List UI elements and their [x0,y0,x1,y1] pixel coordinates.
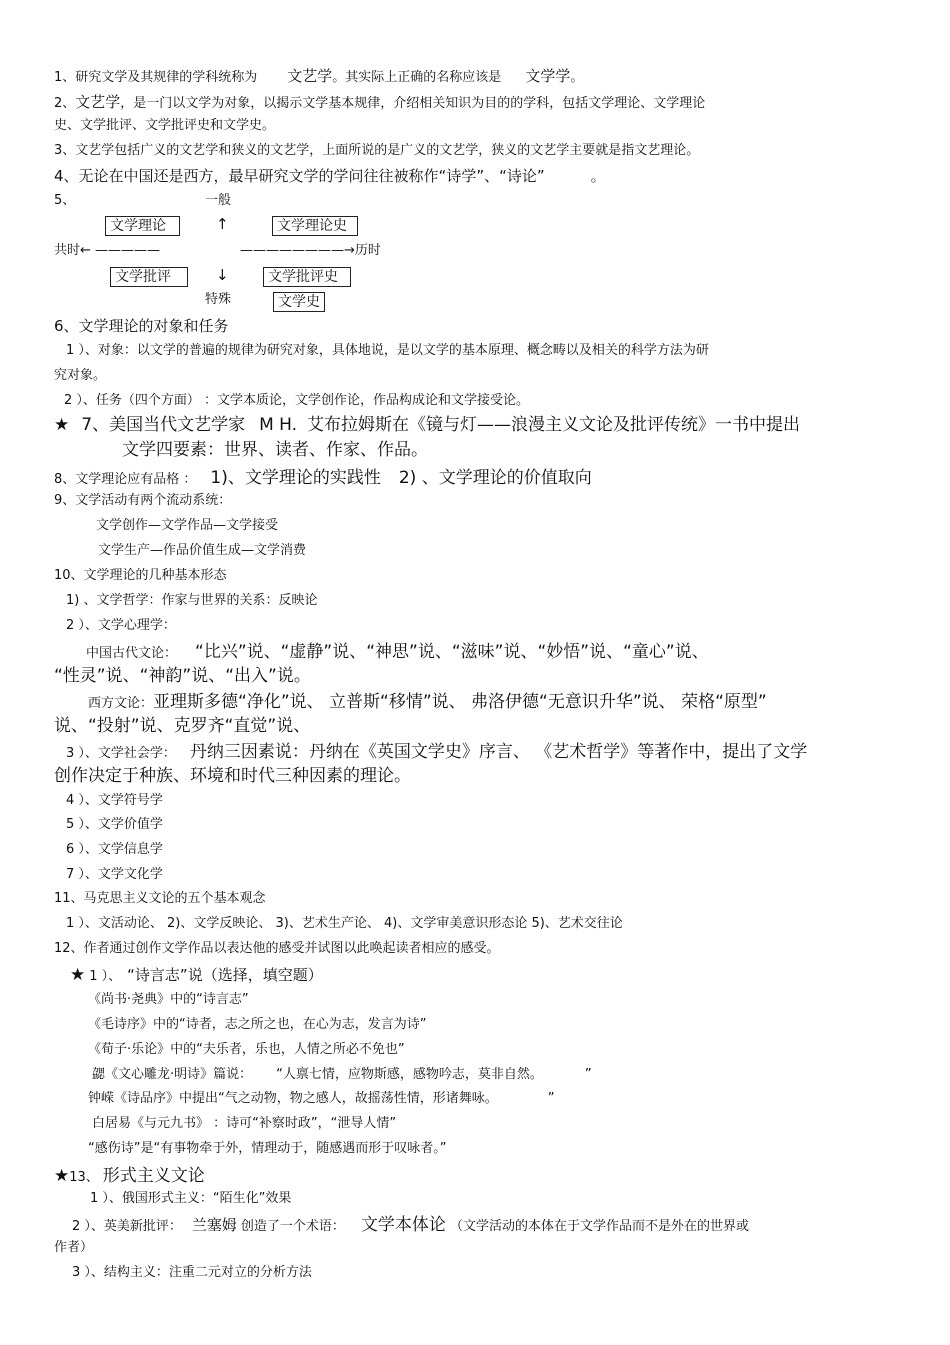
quote-ganshangshi: “感伤诗”是“有事物牵于外，情理动于，随感遇而形于叹咏者。” [88,1141,447,1156]
item-9-system-1: 文学创作—文学作品—文学接受 [96,518,279,533]
item-10-4: 4 ）、文学符号学 [66,793,163,808]
item-10-2-western-cont: 说、“投射”说、克罗齐“直觉”说、 [54,716,311,736]
quote-shipinxu [88,1092,555,1107]
item-3: 3、文艺学包括广义的文艺学和狭义的文艺学，上面所说的是广义的文艺学，狭义的文艺学主要就是指文艺理论。 [54,143,700,158]
item-12-1 [70,966,323,986]
item-4 [54,168,606,185]
item-8-text: 8、文学理论应有品格 ： [54,472,197,487]
item-7-author-initials: M H. [259,415,298,435]
item-8 [54,469,592,489]
item-13-2-cont: 作者） [54,1240,94,1255]
item-10-7: 7 ）、文学文化学 [66,867,163,882]
item-5-num: 5、 [54,193,76,208]
term-wenyixue-2: 文艺学 [75,93,121,111]
item-10-1: 1) 、文学哲学：作家与世界的关系：反映论 [66,593,318,608]
box-literary-criticism: 文学批评 [110,267,188,287]
item-10-3-text: 丹纳三因素说：丹纳在《英国文学史》序言、 《艺术哲学》等著作中，提出了文学 [189,742,808,762]
item-12: 12、作者通过创作文学作品以表达他的感受并试图以此唤起读者相应的感受。 [54,941,500,956]
term-wenxuexue: 文学学 [525,67,571,85]
item-7-text-2: 艾布拉姆斯在《镜与灯——浪漫主义文论及批评传统》一书中提出 [307,415,801,435]
item-7-cont: 文学四要素：世界、读者、作家、作品。 [122,440,428,460]
quote-shipinxu-text: 钟嵘《诗品序》中提出“气之动物，物之感人，故摇荡性情，形诸舞咏。 [88,1091,498,1106]
term-wenyixue: 文艺学 [287,67,333,85]
box-literary-history: 文学史 [273,292,325,312]
quote-shangshu: 《尚书·尧典》中的“诗言志” [88,992,249,1007]
item-13-2-text: 创造了一个术语： [240,1219,345,1234]
item-10-2-chinese-cont: “性灵”说、“神韵”说、“出入”说。 [54,666,311,686]
term-ontology: 文学本体论 [360,1215,446,1235]
quote-wenxindiaolong-text: “人禀七情，应物斯感，感物吟志，莫非自然。 [276,1067,543,1082]
item-13-1: 1 ）、俄国形式主义：“陌生化”效果 [90,1191,292,1206]
item-2-text: ，是一门以文学为对象，以揭示文学基本规律，介绍相关知识为目的的学科，包括文学理论、文学理论 [120,96,706,111]
label-chinese-theory: 中国古代文论： [86,646,178,661]
quote-end-mark: ” [547,1091,555,1106]
item-10: 10、文学理论的几种基本形态 [54,568,227,583]
item-1-end: 。 [570,70,584,85]
item-7 [54,416,800,436]
item-11: 11、马克思主义文论的五个基本观念 [54,891,266,906]
chinese-theory-list: “比兴”说、“虚静”说、“神思”说、“滋味”说、“妙悟”说、“童心”说、 [195,642,709,662]
item-2-cont: 史、文学批评、文学批评史和文学史。 [54,118,276,133]
down-arrow-icon: ↓ [216,266,229,284]
label-synchronic: 共时← ————— [54,243,161,258]
item-8-point-2: 2) 、文学理论的价值取向 [398,468,592,488]
item-1-text-2: 。其实际上正确的名称应该是 [332,70,502,85]
item-12-1-num: 1 ）、 [89,969,122,984]
item-10-2-western [88,693,767,713]
item-4-end: 。 [590,167,606,185]
item-2 [54,94,705,112]
quote-xunzi: 《荀子·乐论》中的“夫乐者，乐也，人情之所必不免也” [88,1042,405,1057]
box-literary-theory-history: 文学理论史 [272,216,358,236]
western-theory-list: 亚理斯多德“净化”说、 立普斯“移情”说、 弗洛伊德“无意识升华”说、 荣格“原型” [153,692,767,712]
label-general: 一般 [205,193,232,208]
item-13-2 [72,1216,749,1236]
label-special: 特殊 [205,292,232,307]
item-13-3: 3 ）、结构主义：注重二元对立的分析方法 [72,1265,312,1280]
item-12-1-title: “诗言志”说（选择，填空题） [127,966,323,984]
item-11-list: 1 ）、文活动论、 2)、文学反映论、 3)、艺术生产论、 4)、文学审美意识形态论 5)、艺术交往论 [66,916,623,931]
item-6-1: 1 ）、对象：以文学的普遍的规律为研究对象，具体地说，是以文学的基本原理、概念畴以及相关的科学方法为研 [66,343,709,358]
item-13-num: 13、 [69,1170,99,1185]
item-10-3 [66,743,807,763]
up-arrow-icon: ↑ [216,215,229,233]
item-10-3-label: 3 ）、文学社会学： [66,746,176,761]
quote-baijuyi: 白居易《与元九书》 ：诗可“补察时政”，“泄导人情” [92,1116,397,1131]
quote-maoshixu: 《毛诗序》中的“诗者，志之所之也，在心为志，发言为诗” [88,1017,427,1032]
item-13-title: 形式主义文论 [102,1166,205,1186]
quote-wenxindiaolong-source: 勰《文心雕龙·明诗》篇说： [92,1067,253,1082]
item-7-text: 7、美国当代文艺学家 [81,415,246,435]
item-13 [54,1167,205,1187]
star-icon: ★ [54,415,70,435]
item-6-1-cont: 究对象。 [54,368,107,383]
star-icon: ★ [54,1166,70,1186]
label-diachronic: ————————→历时 [240,243,381,258]
item-4-text: 4、无论在中国还是西方，最早研究文学的学问往往被称作“诗学”、“诗论” [54,167,545,185]
item-9-system-2: 文学生产—作品价值生成—文学消费 [98,543,307,558]
quote-end-mark: ” [584,1067,592,1082]
item-10-2: 2 ）、文学心理学： [66,618,176,633]
item-10-3-cont: 创作决定于种族、环境和时代三种因素的理论。 [54,766,411,786]
item-1-text: 1、研究文学及其规律的学科统称为 [54,70,258,85]
item-13-2-label: 2 ）、英美新批评： [72,1219,182,1234]
item-6-2: 2 ）、任务（四个方面） ：文学本质论，文学创作论，作品构成论和文学接受论。 [64,393,530,408]
label-western-theory: 西方文论： [88,696,154,711]
name-ransom: 兰塞姆 [191,1216,237,1234]
star-icon: ★ [70,965,86,985]
item-9: 9、文学活动有两个流动系统： [54,493,232,508]
item-10-2-chinese [86,643,709,663]
item-6-heading: 6、文学理论的对象和任务 [54,317,229,335]
item-10-6: 6 ）、文学信息学 [66,842,163,857]
quote-wenxindiaolong [92,1068,592,1083]
item-1 [54,68,583,86]
box-literary-criticism-history: 文学批评史 [263,267,351,287]
item-2-num: 2、 [54,96,76,111]
item-13-2-note: （文学活动的本体在于文学作品而不是外在的世界或 [449,1219,749,1234]
box-literary-theory: 文学理论 [105,216,180,236]
item-8-point-1: 1)、文学理论的实践性 [210,468,381,488]
item-10-5: 5 ）、文学价值学 [66,817,163,832]
